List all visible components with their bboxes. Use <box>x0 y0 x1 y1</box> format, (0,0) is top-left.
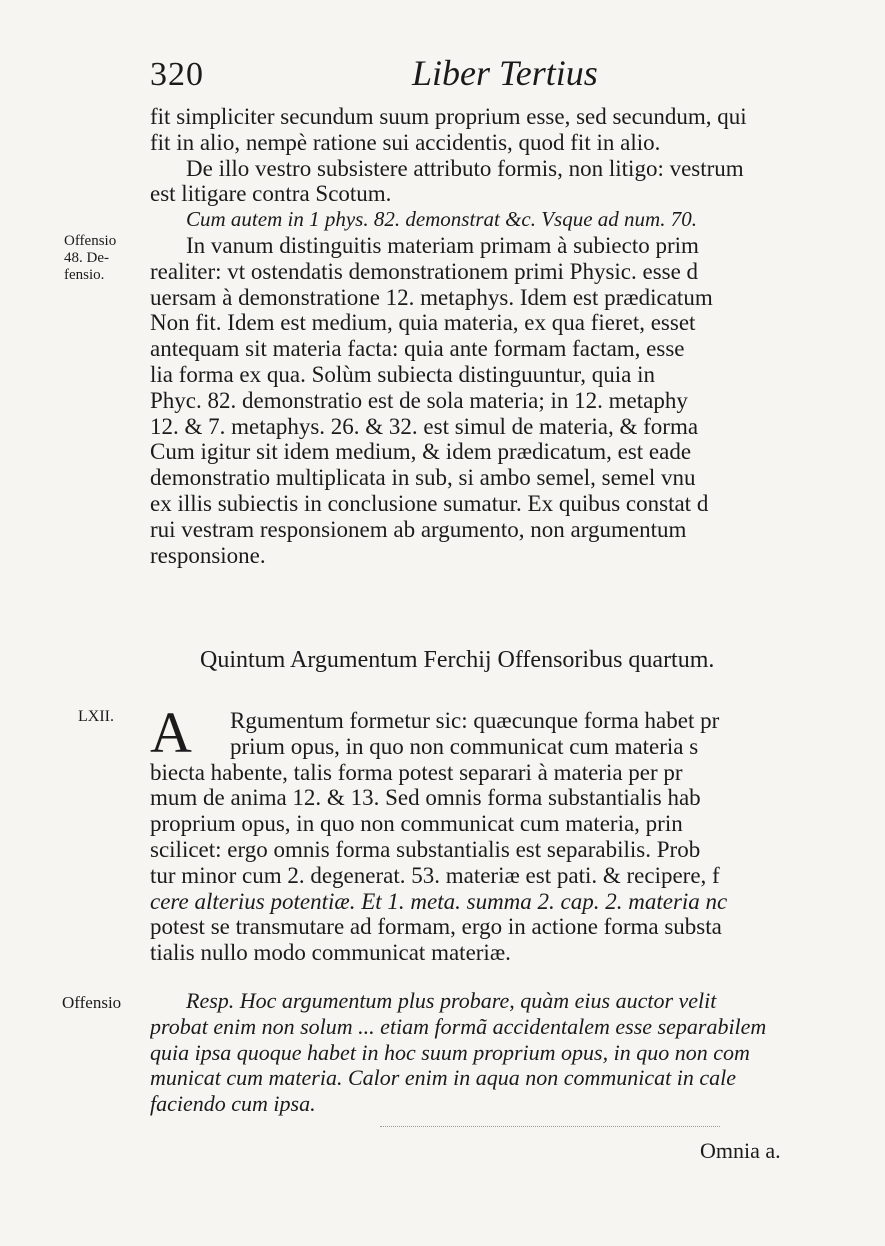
margin-note-offensio-resp: Offensio <box>62 993 122 1012</box>
text-line: scilicet: ergo omnis forma substantialis est separabilis. Prob <box>150 836 701 862</box>
text-line: tialis nullo modo communicat materiæ. <box>150 940 511 966</box>
quoted-line: Cum autem in 1 phys. 82. demonstrat &c. Vsque ad num. 70. <box>186 207 697 232</box>
text-line: 12. & 7. metaphys. 26. & 32. est simul de materia, & forma <box>150 413 699 439</box>
text-line: rui vestram responsionem ab argumento, non argumentum <box>150 516 687 542</box>
page-header <box>150 52 830 102</box>
text-line: tur minor cum 2. degenerat. 53. materiæ est pati. & recipere, f <box>150 862 720 888</box>
margin-note-offensio-48 <box>64 233 116 284</box>
text-line: cere alterius potentiæ. Et 1. meta. summa 2. cap. 2. materia nc <box>150 888 728 914</box>
text-line: demonstratio multiplicata in sub, si ambo semel, semel vnu <box>150 465 696 491</box>
text-line: In vanum distinguitis materiam primam à subiecto prim <box>186 232 699 258</box>
section-heading: Quintum Argumentum Ferchij Offensoribus quartum. <box>200 647 715 673</box>
text-line: Rgumentum formetur sic: quæcunque forma habet pr <box>230 708 720 733</box>
text-line: uersam à demonstratione 12. metaphys. Idem est prædicatum <box>150 284 713 310</box>
drop-cap: A <box>150 700 192 765</box>
paragraph-1 <box>150 104 830 568</box>
text-line: proprium opus, in quo non communicat cum materia, prin <box>150 811 683 837</box>
text-line: fit simpliciter secundum suum proprium esse, sed secundum, qui <box>150 104 747 129</box>
text-line: mum de anima 12. & 13. Sed omnis forma substantialis hab <box>150 785 701 811</box>
response-paragraph <box>150 988 830 1117</box>
text-line: est litigare contra Scotum. <box>150 181 392 207</box>
text-line: biecta habente, talis forma potest separari à materia per pr <box>150 759 683 785</box>
page-number: 320 <box>150 56 204 93</box>
text-line: faciendo cum ipsa. <box>150 1091 316 1117</box>
text-line: Phyc. 82. demonstratio est de sola materia; in 12. metaphy <box>150 387 688 413</box>
text-line: fit in alio, nempè ratione sui accidentis, quod fit in alio. <box>150 129 661 155</box>
text-line: realiter: vt ostendatis demonstrationem primi Physic. esse d <box>150 258 699 284</box>
text-line: responsione. <box>150 542 266 568</box>
text-line: probat enim non solum ... etiam formã accidentalem esse separabilem <box>150 1013 767 1039</box>
text-line: De illo vestro subsistere attributo formis, non litigo: vestrum <box>186 155 744 181</box>
text-line: antequam sit materia facta: quia ante formam factam, esse <box>150 336 685 362</box>
text-line: lia forma ex qua. Solùm subiecta distinguuntur, quia in <box>150 361 655 387</box>
text-line: prium opus, in quo non communicat cum materia s <box>230 733 699 759</box>
text-line: quia ipsa quoque habet in hoc suum proprium opus, in quo non com <box>150 1039 750 1065</box>
text-line: Cum igitur sit idem medium, & idem prædicatum, est eade <box>150 439 692 465</box>
text-line: municat cum materia. Calor enim in aqua non communicat in cale <box>150 1065 736 1091</box>
text-line: Resp. Hoc argumentum plus probare, quàm eius auctor velit <box>186 988 717 1013</box>
dotted-rule <box>380 1126 720 1127</box>
margin-note-lxii: LXII. <box>78 708 114 725</box>
paragraph-2 <box>150 708 830 966</box>
text-line: ex illis subiectis in conclusione sumatur. Ex quibus constat d <box>150 490 709 516</box>
margin-note-line: 48. De- <box>64 250 109 266</box>
running-title: Liber Tertius <box>412 53 598 93</box>
text-line: Non fit. Idem est medium, quia materia, ex qua fieret, esset <box>150 310 696 336</box>
catchword: Omnia a. <box>700 1138 781 1163</box>
text-line: potest se transmutare ad formam, ergo in actione forma substa <box>150 914 722 940</box>
margin-note-line: fensio. <box>64 267 105 283</box>
margin-note-line: Offensio <box>64 233 117 249</box>
